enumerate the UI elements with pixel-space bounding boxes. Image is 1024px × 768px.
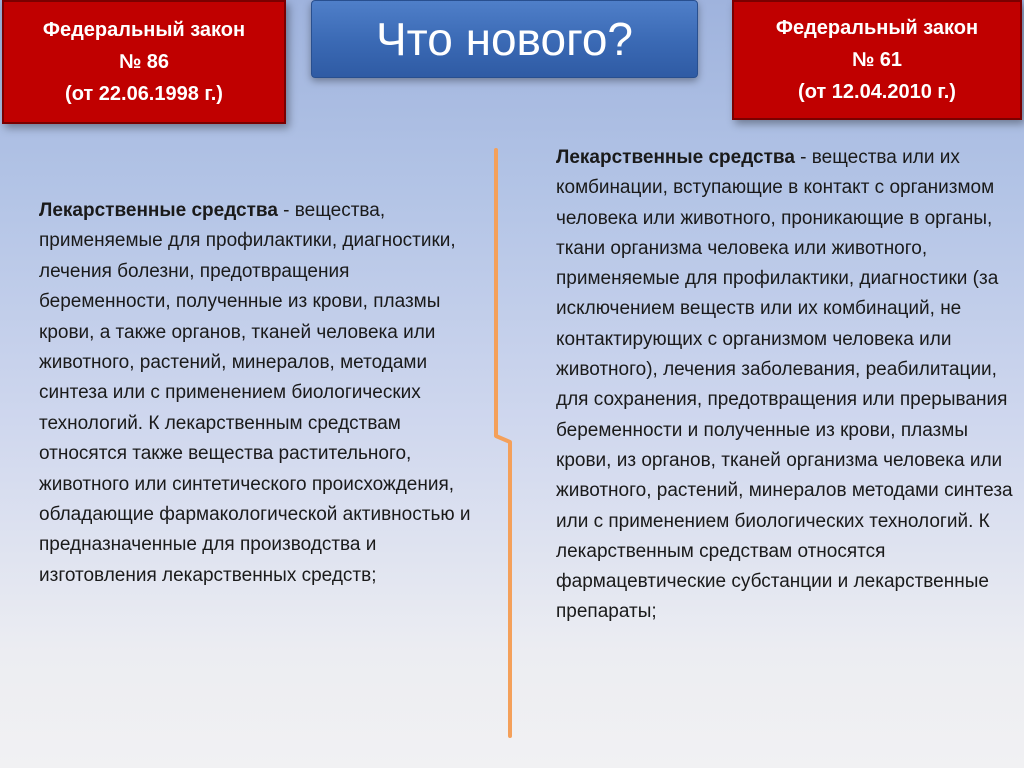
brace-divider [480, 148, 530, 738]
new-law-term: Лекарственные средства [556, 147, 795, 168]
old-law-definition-text: - вещества, применяемые для профилактики, диагностики, лечения болезни, предотвращения беременности, полученные из крови, плазмы крови, а также органов, тканей человека или животного, растений, минералов, методами синтеза или с применением биологических технологий. К лекарственным средствам относятся также вещества растительного, животного или синтетического происхождения, обладающие фармакологической активностью и предназначенные для производства и изготовления лекарственных средств; [39, 200, 471, 586]
law-61-number: № 61 [851, 49, 903, 71]
law-61-box [732, 0, 1022, 120]
law-61-date: (от 12.04.2010 г.) [798, 81, 956, 103]
old-law-term: Лекарственные средства [39, 200, 278, 221]
law-86-name: Федеральный закон [42, 19, 246, 41]
law-61-name: Федеральный закон [775, 17, 979, 39]
brace-divider-line [496, 150, 510, 736]
law-86-number: № 86 [118, 51, 170, 73]
old-law-definition [39, 196, 479, 591]
slide-title: Что нового? [311, 0, 698, 78]
new-law-definition-text: - вещества или их комбинации, вступающие в контакт с организмом человека или животного, проникающие в органы, ткани организма человека или животного, применяемые для профилактики, диагностики (за исключением веществ или их комбинаций, не контактирующих с организмом человека или животного), лечения заболевания, реабилитации, для сохранения, предотвращения или прерывания беременности и полученные из крови, плазмы крови, из органов, тканей организма человека или животного, растений, минералов методами синтеза или с применением биологических технологий. К лекарственным средствам относятся фармацевтические субстанции и лекарственные препараты; [556, 147, 1013, 623]
new-law-definition [556, 143, 1016, 628]
law-86-date: (от 22.06.1998 г.) [65, 83, 223, 105]
law-86-box [2, 0, 286, 124]
